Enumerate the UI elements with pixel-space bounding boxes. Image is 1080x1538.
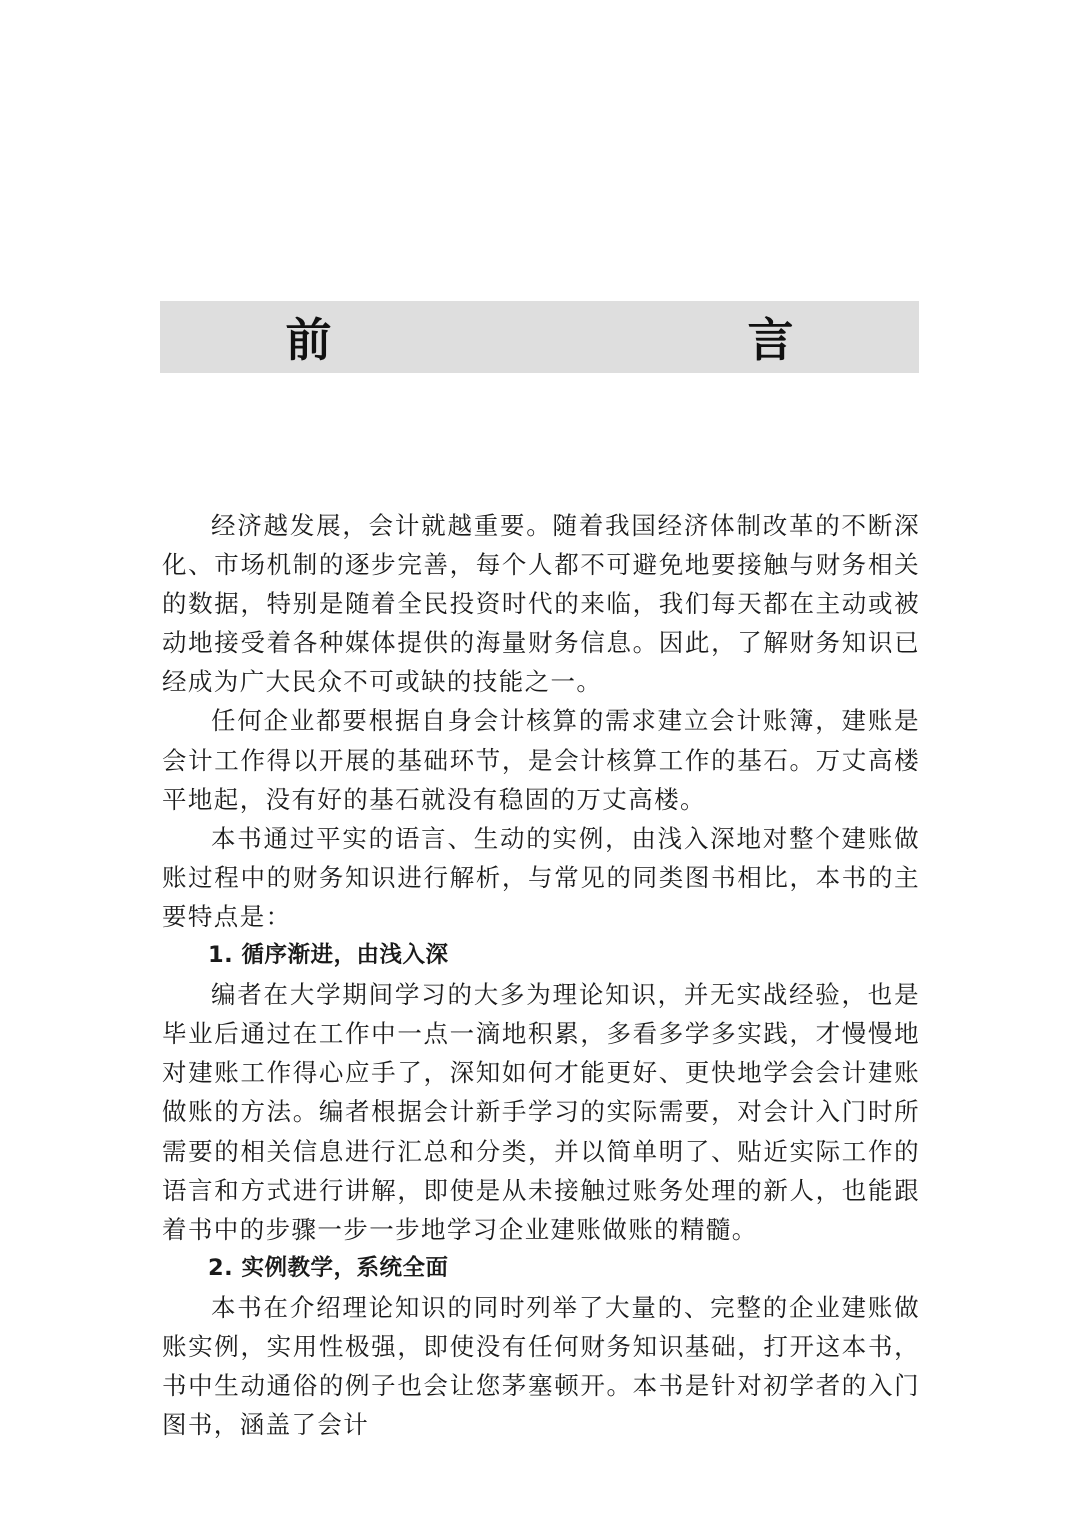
title-banner <box>160 301 919 373</box>
paragraph-1: 经济越发展，会计就越重要。随着我国经济体制改革的不断深化、市场机制的逐步完善，每个人都不可避免地要接触与财务相关的数据，特别是随着全民投资时代的来临，我们每天都在主动或被动地接受着各种媒体提供的海量财务信息。因此，了解财务知识已经成为广大民众不可或缺的技能之一。 <box>162 511 920 697</box>
section-heading-2: 2. 实例教学，系统全面 <box>208 1254 449 1281</box>
page-title: 前 言 <box>285 313 902 367</box>
paragraph-4: 编者在大学期间学习的大多为理论知识，并无实战经验，也是毕业后通过在工作中一点一滴地积累，多看多学多实践，才慢慢地对建账工作得心应手了，深知如何才能更好、更快地学会会计建账做账的方法。编者根据会计新手学习的实际需要，对会计入门时所需要的相关信息进行汇总和分类，并以简单明了、贴近实际工作的语言和方式进行讲解，即使是从未接触过账务处理的新人，也能跟着书中的步骤一步一步地学习企业建账做账的精髓。 <box>162 980 920 1244</box>
paragraph-3: 本书通过平实的语言、生动的实例，由浅入深地对整个建账做账过程中的财务知识进行解析，与常见的同类图书相比，本书的主要特点是： <box>162 823 920 931</box>
section-heading-1: 1. 循序渐进，由浅入深 <box>208 942 449 969</box>
preface-body <box>162 506 920 1444</box>
paragraph-5: 本书在介绍理论知识的同时列举了大量的、完整的企业建账做账实例，实用性极强，即使没有任何财务知识基础，打开这本书，书中生动通俗的例子也会让您茅塞顿开。本书是针对初学者的入门图书，涵盖了会计 <box>162 1292 920 1440</box>
paragraph-2: 任何企业都要根据自身会计核算的需求建立会计账簿，建账是会计工作得以开展的基础环节，是会计核算工作的基石。万丈高楼平地起，没有好的基石就没有稳固的万丈高楼。 <box>162 706 920 814</box>
